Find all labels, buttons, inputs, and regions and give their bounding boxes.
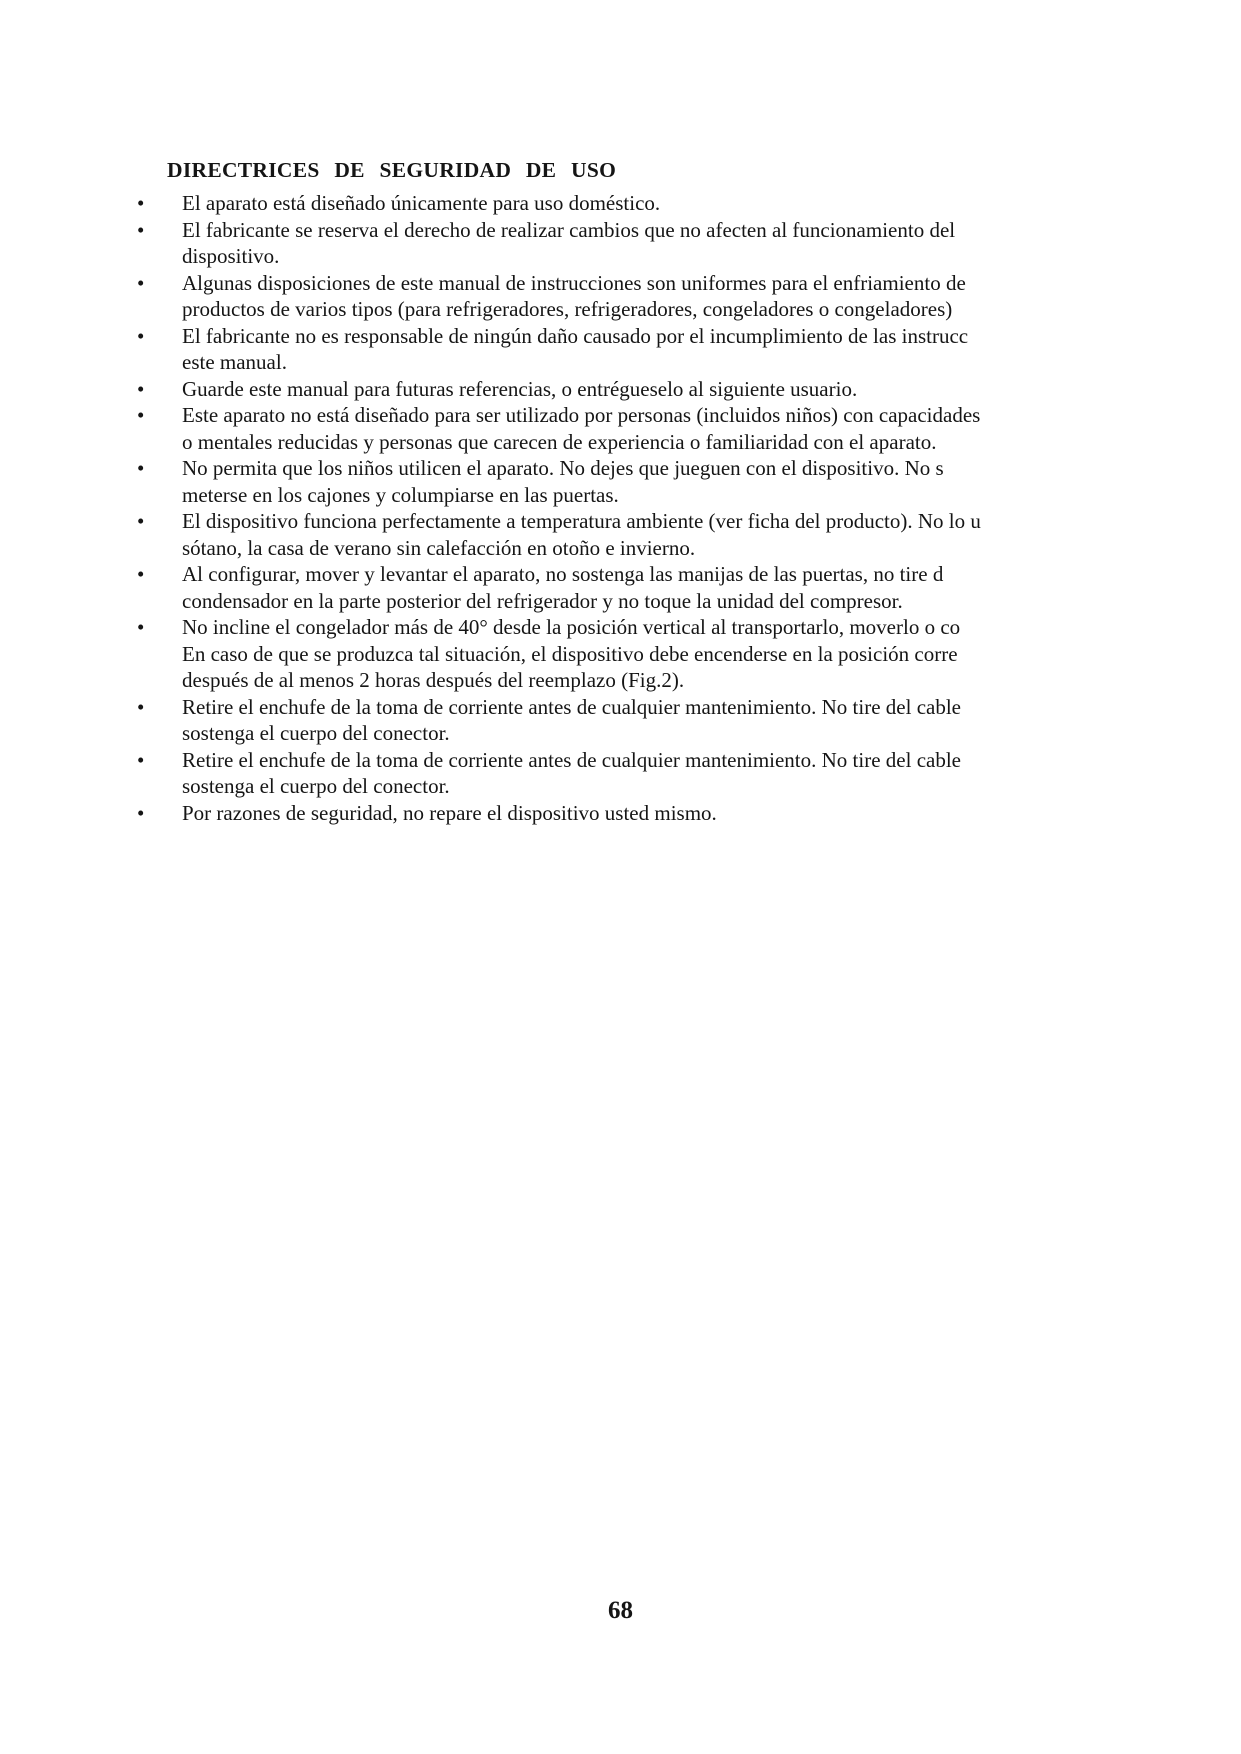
text-line: productos de varios tipos (para refrigeradores, refrigeradores, congeladores o congeladores)	[182, 297, 953, 321]
bullet-icon: •	[137, 509, 145, 533]
list-item-text	[182, 455, 1204, 508]
list-item-text	[182, 614, 1204, 694]
bullet-icon: •	[137, 217, 145, 242]
list-item-text	[182, 376, 1204, 403]
list-item-text	[182, 402, 1204, 455]
list-item-text	[182, 217, 1204, 270]
list-item-text	[182, 323, 1204, 376]
bullet-icon: •	[137, 800, 145, 825]
bullet-icon: •	[137, 403, 145, 427]
bullet-icon: •	[137, 376, 145, 401]
page-number: 68	[608, 1597, 633, 1624]
list-item-text	[182, 561, 1204, 614]
text-line: El fabricante no es responsable de ningún daño causado por el incumplimiento de las instrucc	[182, 323, 969, 348]
text-line: Al configurar, mover y levantar el aparato, no sostenga las manijas de las puertas, no tire d	[182, 562, 944, 586]
list-item-text	[182, 190, 1204, 217]
list-item-text	[182, 270, 1204, 323]
bullet-icon: •	[137, 270, 145, 295]
list-item-text	[182, 508, 1204, 561]
text-line: sostenga el cuerpo del conector.	[182, 774, 450, 798]
text-line: El fabricante se reserva el derecho de realizar cambios que no afecten al funcionamiento del	[182, 217, 956, 242]
bullet-icon: •	[137, 562, 145, 586]
text-line: sótano, la casa de verano sin calefacción en otoño e invierno.	[182, 535, 696, 560]
text-line: El dispositivo funciona perfectamente a temperatura ambiente (ver ficha del producto). No lo u	[182, 509, 981, 533]
list-item-text	[182, 694, 1204, 747]
text-line: Algunas disposiciones de este manual de instrucciones son uniformes para el enfriamiento de	[182, 270, 966, 295]
list-item-text	[182, 747, 1204, 800]
text-line: condensador en la parte posterior del refrigerador y no toque la unidad del compresor.	[182, 588, 903, 613]
text-line: En caso de que se produzca tal situación, el dispositivo debe encenderse en la posición corre	[182, 641, 958, 666]
text-line: No incline el congelador más de 40° desde la posición vertical al transportarlo, moverlo o co	[182, 615, 961, 639]
text-line: sostenga el cuerpo del conector.	[182, 721, 450, 745]
text-line: Este aparato no está diseñado para ser utilizado por personas (incluidos niños) con capacidades	[182, 403, 981, 427]
text-line: después de al menos 2 horas después del reemplazo (Fig.2).	[182, 668, 685, 692]
text-line: meterse en los cajones y columpiarse en las puertas.	[182, 482, 619, 507]
section-heading: DIRECTRICES DE SEGURIDAD DE USO	[167, 158, 617, 182]
text-line: El aparato está diseñado únicamente para uso doméstico.	[182, 191, 661, 215]
text-line: Retire el enchufe de la toma de corriente antes de cualquier mantenimiento. No tire del cable	[182, 747, 961, 772]
text-line: No permita que los niños utilicen el aparato. No dejes que jueguen con el dispositivo. No s	[182, 456, 944, 480]
text-line: Retire el enchufe de la toma de corriente antes de cualquier mantenimiento. No tire del cable	[182, 694, 961, 719]
text-line: Guarde este manual para futuras referencias, o entrégueselo al siguiente usuario.	[182, 376, 858, 401]
bullet-icon: •	[137, 747, 145, 772]
list-item-text	[182, 800, 1204, 827]
bullet-icon: •	[137, 694, 145, 719]
text-line: dispositivo.	[182, 244, 280, 268]
text-line: Por razones de seguridad, no repare el dispositivo usted mismo.	[182, 800, 717, 825]
text-line: o mentales reducidas y personas que carecen de experiencia o familiaridad con el aparato.	[182, 429, 937, 454]
bullet-icon: •	[137, 456, 145, 480]
text-line: este manual.	[182, 350, 287, 374]
bullet-icon: •	[137, 323, 145, 348]
bullet-icon: •	[137, 191, 145, 215]
bullet-icon: •	[137, 615, 145, 639]
